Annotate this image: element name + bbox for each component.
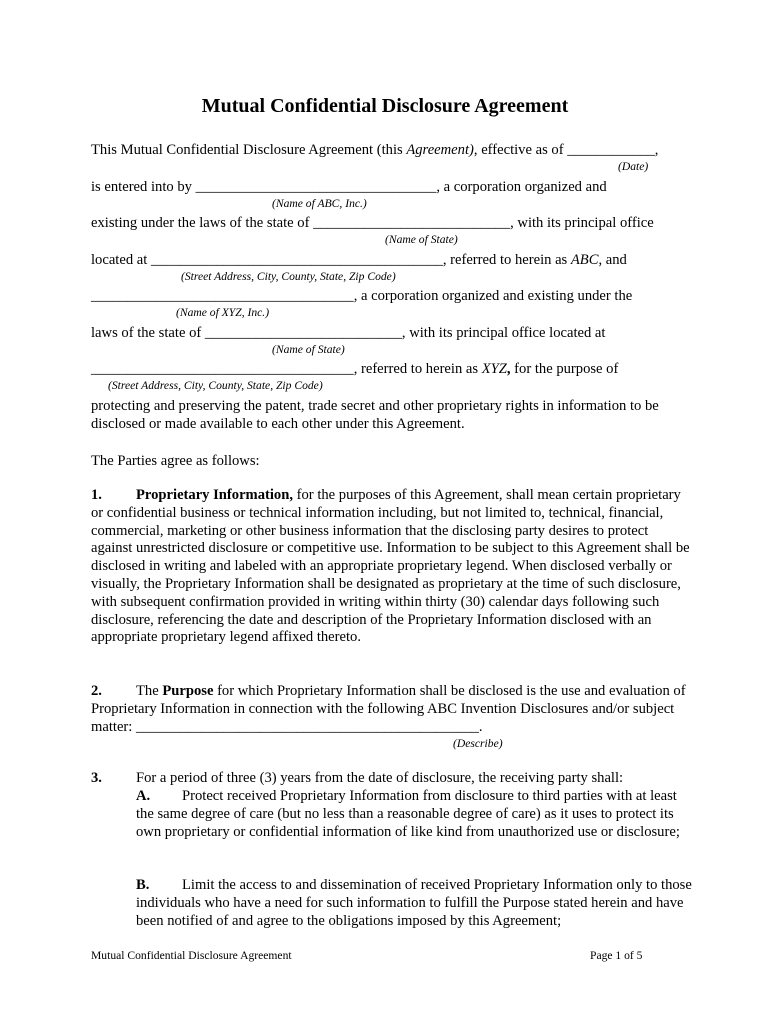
section-3b xyxy=(136,877,692,930)
section-3a xyxy=(136,788,692,841)
subsection-body: Limit the access to and dissemination of received Proprietary Information only to those individuals who have a need for such information to fulfill the Purpose stated herein and have been notified of and agree to the obligations imposed by this Agreement; xyxy=(136,877,692,929)
section-1 xyxy=(91,487,691,647)
preamble-text: located at ________________________________________, referred to herein as xyxy=(91,252,571,268)
section-heading: Proprietary Information, xyxy=(136,487,293,503)
preamble-line-4 xyxy=(91,252,627,270)
section-body: for the purposes of this Agreement, shall mean certain proprietary or confidential business or technical information including, but not limited to, technical, financial, commercial, marketing or other business information that the disclosing party desires to protect against unrestricted disclosure or competitive use. Information to be subject to this Agreement shall be disclosed in writing and labeled with an appropriate proprietary legend. When disclosed verbally or visually, the Proprietary Information shall be designated as proprietary at the time of such disclosure, with subsequent confirmation provided in writing within thirty (30) calendar days following such disclosure, referencing the date and description of the Proprietary Information disclosed with an appropriate proprietary legend affixed thereto. xyxy=(91,487,690,646)
address-caption: (Street Address, City, County, State, Zip Code) xyxy=(181,270,396,283)
section-body: For a period of three (3) years from the date of disclosure, the receiving party shall: xyxy=(136,770,624,786)
purpose-text: protecting and preserving the patent, trade secret and other proprietary rights in information to be disclosed or made available to each other under this Agreement. xyxy=(91,398,659,432)
describe-caption: (Describe) xyxy=(453,737,503,750)
section-number: 1. xyxy=(91,487,102,503)
section-3-intro xyxy=(91,770,623,788)
preamble-text: This Mutual Confidential Disclosure Agreement (this xyxy=(91,142,407,158)
preamble-text: , and xyxy=(598,252,627,268)
state-caption: (Name of State) xyxy=(385,233,458,246)
date-caption: (Date) xyxy=(618,160,649,173)
xyz-name-caption: (Name of XYZ, Inc.) xyxy=(176,306,270,319)
preamble-text: , effective as of ____________, xyxy=(473,142,659,158)
parties-line: The Parties agree as follows: xyxy=(91,453,260,469)
preamble-text: ____________________________________, referred to herein as xyxy=(91,361,482,377)
preamble-text: for the purpose of xyxy=(510,361,619,377)
subsection-label: B. xyxy=(136,877,150,893)
xyz-term: XYZ xyxy=(481,361,507,377)
preamble-line-6: laws of the state of ___________________________, with its principal office located at xyxy=(91,325,606,341)
section-body: for which Proprietary Information shall be disclosed is the use and evaluation of Proprietary Information in connection with the following ABC Invention Disclosures and/or subject matter: _______________________________________________. xyxy=(91,683,686,735)
preamble-line-7 xyxy=(91,361,618,379)
subsection-label: A. xyxy=(136,788,151,804)
section-number: 3. xyxy=(91,770,102,786)
agreement-term: Agreement) xyxy=(406,142,474,158)
footer-title: Mutual Confidential Disclosure Agreement xyxy=(91,949,292,962)
subsection-body: Protect received Proprietary Information from disclosure to third parties with at least the same degree of care (but no less than a reasonable degree of care) as it uses to protect its own proprietary or confidential information of like kind from unauthorized use or disclosure; xyxy=(136,788,680,840)
preamble-purpose xyxy=(91,398,691,434)
section-text: The xyxy=(136,683,163,699)
state-caption: (Name of State) xyxy=(272,343,345,356)
abc-term: ABC xyxy=(570,252,599,268)
address-caption: (Street Address, City, County, State, Zip Code) xyxy=(108,379,323,392)
abc-name-caption: (Name of ABC, Inc.) xyxy=(272,197,367,210)
section-number: 2. xyxy=(91,683,102,699)
preamble-comma: , xyxy=(506,361,511,377)
preamble-line-1 xyxy=(91,142,658,160)
page-number: Page 1 of 5 xyxy=(590,949,643,962)
section-2 xyxy=(91,683,691,736)
preamble-line-5: ____________________________________, a corporation organized and existing under the xyxy=(91,288,633,304)
document-title: Mutual Confidential Disclosure Agreement xyxy=(201,95,569,117)
preamble-line-2: is entered into by _________________________________, a corporation organized and xyxy=(91,179,607,195)
preamble-line-3: existing under the laws of the state of ___________________________, with its principal office xyxy=(91,215,654,231)
section-heading: Purpose xyxy=(162,683,214,699)
